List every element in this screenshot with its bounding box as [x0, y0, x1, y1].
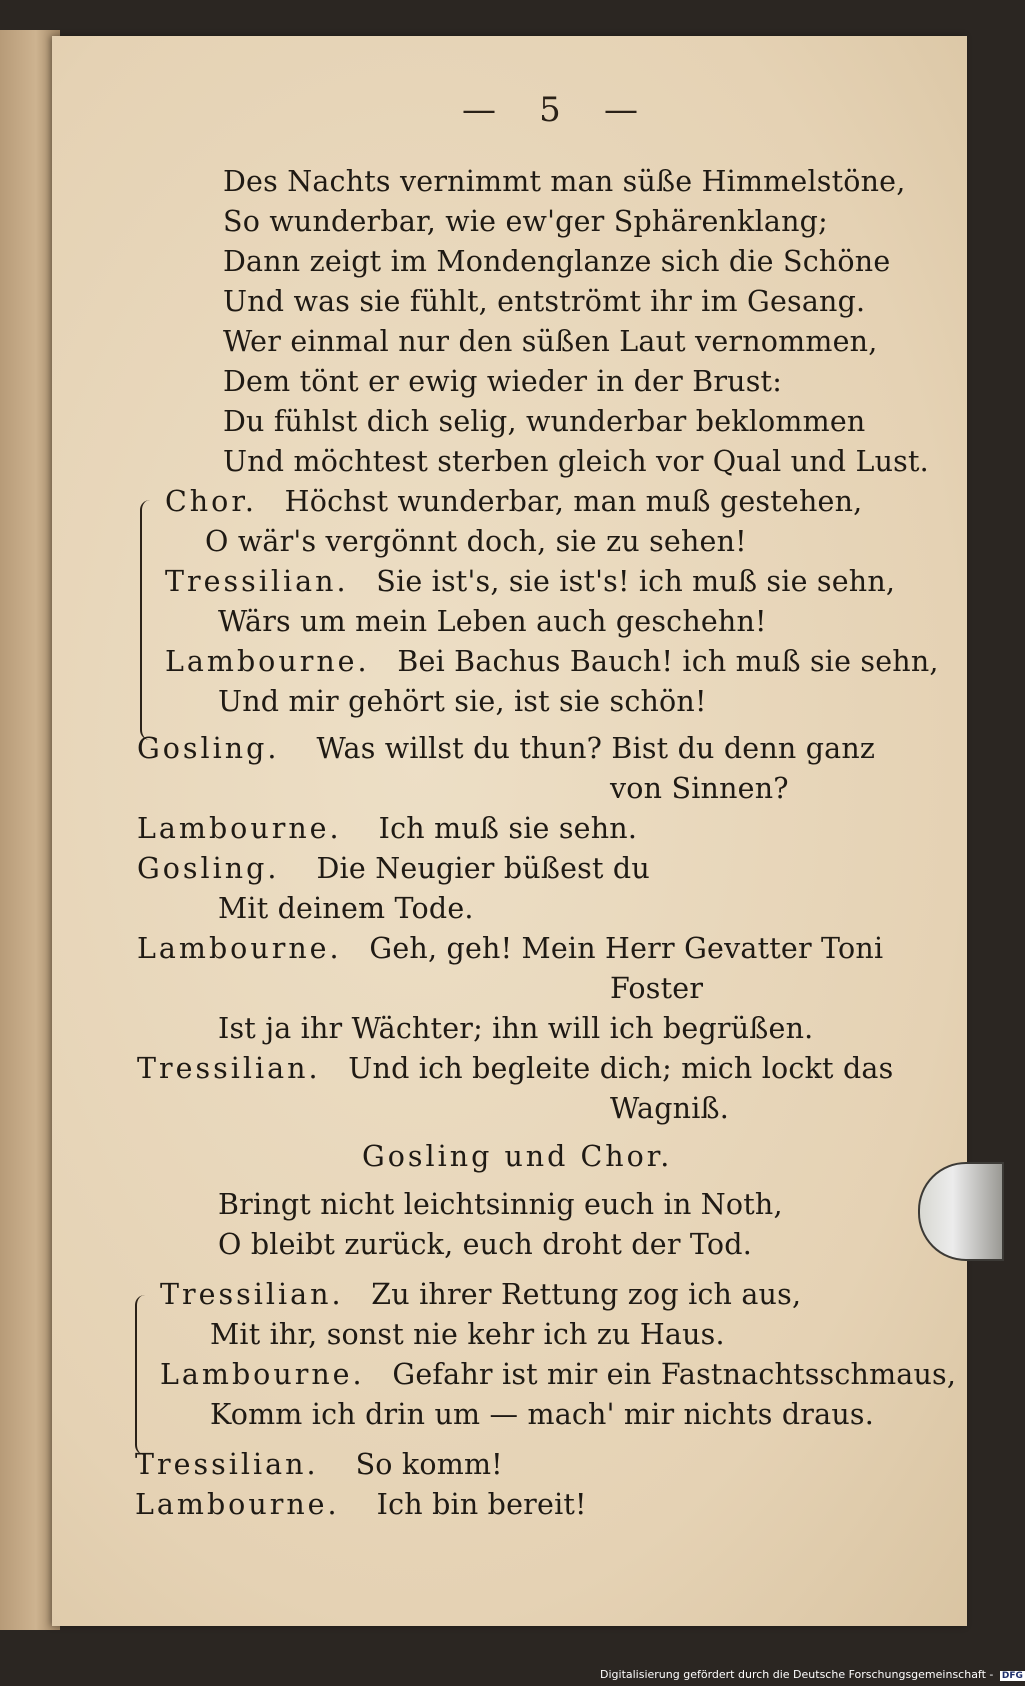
speaker-name: Lambourne.: [137, 812, 342, 845]
dialogue-line: [137, 732, 875, 765]
chorus-line: O bleibt zurück, euch droht der Tod.: [218, 1228, 752, 1261]
dialogue-line: Komm ich drin um — mach' mir nichts draus.: [210, 1398, 874, 1431]
dialogue-line: [137, 932, 883, 965]
page-number-dash-left: —: [461, 90, 496, 130]
page-clip-tab: [918, 1162, 1004, 1261]
speaker-name: Gosling.: [137, 732, 280, 765]
dialogue-line: [137, 812, 637, 845]
dialogue-line: Und mir gehört sie, ist sie schön!: [218, 685, 707, 718]
dialogue-line: [165, 565, 895, 598]
dialogue-line: [137, 1052, 893, 1085]
dialogue-line: Mit ihr, sonst nie kehr ich zu Haus.: [210, 1318, 725, 1351]
section-heading: Gosling und Chor.: [362, 1140, 673, 1173]
footer-credit: [600, 1668, 1023, 1684]
speaker-name: Lambourne.: [160, 1358, 365, 1391]
dialogue-text: Die Neugier büßest du: [316, 852, 650, 885]
speaker-name: Tressilian.: [135, 1448, 319, 1481]
dialogue-text: Höchst wunderbar, man muß gestehen,: [284, 485, 863, 518]
dialogue-text: Und ich begleite dich; mich lockt das: [348, 1052, 894, 1085]
speaker-name: Tressilian.: [137, 1052, 321, 1085]
bracket-brace: [140, 500, 156, 740]
dialogue-line: [135, 1488, 587, 1521]
page-number: [445, 90, 655, 130]
speaker-name: Lambourne.: [135, 1488, 340, 1521]
verse-line: Dann zeigt im Mondenglanze sich die Schöne: [223, 245, 891, 278]
dialogue-text: Gefahr ist mir ein Fastnachtsschmaus,: [392, 1358, 957, 1391]
dialogue-line: [137, 852, 650, 885]
dialogue-line: Ist ja ihr Wächter; ihn will ich begrüßen.: [218, 1012, 814, 1045]
bracket-brace: [135, 1295, 151, 1455]
verse-line: Und möchtest sterben gleich vor Qual und Lust.: [223, 445, 929, 478]
verse-line: Des Nachts vernimmt man süße Himmelstöne,: [223, 165, 906, 198]
dialogue-text: So komm!: [355, 1448, 503, 1481]
dialogue-line: [165, 485, 862, 518]
verse-line: So wunderbar, wie ew'ger Sphärenklang;: [223, 205, 828, 238]
dialogue-text: Ich bin bereit!: [376, 1488, 587, 1521]
verse-line: Dem tönt er ewig wieder in der Brust:: [223, 365, 783, 398]
dialogue-text: Sie ist's, sie ist's! ich muß sie sehn,: [376, 565, 896, 598]
dialogue-line: Foster: [610, 972, 704, 1005]
page-number-value: 5: [539, 90, 561, 130]
dialogue-text: Geh, geh! Mein Herr Gevatter Toni: [369, 932, 884, 965]
verse-line: Und was sie fühlt, entströmt ihr im Gesang.: [223, 285, 866, 318]
footer-text: Digitalisierung gefördert durch die Deutsche Forschungsgemeinschaft -: [600, 1668, 994, 1681]
speaker-name: Tressilian.: [160, 1278, 344, 1311]
dialogue-line: Mit deinem Tode.: [218, 892, 474, 925]
dialogue-line: Wärs um mein Leben auch geschehn!: [218, 605, 767, 638]
chorus-line: Bringt nicht leichtsinnig euch in Noth,: [218, 1188, 783, 1221]
verse-line: Wer einmal nur den süßen Laut vernommen,: [223, 325, 878, 358]
dialogue-line: von Sinnen?: [610, 772, 789, 805]
dialogue-line: [165, 645, 939, 678]
speaker-name: Lambourne.: [165, 645, 370, 678]
dialogue-text: Bei Bachus Bauch! ich muß sie sehn,: [397, 645, 939, 678]
dfg-logo: DFG: [1001, 1671, 1023, 1681]
dialogue-text: Was willst du thun? Bist du denn ganz: [316, 732, 876, 765]
dialogue-text: Zu ihrer Rettung zog ich aus,: [371, 1278, 802, 1311]
dialogue-line: Wagniß.: [610, 1092, 730, 1125]
speaker-name: Lambourne.: [137, 932, 342, 965]
dialogue-line: [135, 1448, 503, 1481]
speaker-name: Tressilian.: [165, 565, 349, 598]
verse-line: Du fühlst dich selig, wunderbar beklommen: [223, 405, 866, 438]
book-left-page-edge: [0, 30, 60, 1630]
speaker-name: Chor.: [165, 485, 257, 518]
page-number-dash-right: —: [604, 90, 639, 130]
dialogue-line: [160, 1278, 801, 1311]
dialogue-line: O wär's vergönnt doch, sie zu sehen!: [205, 525, 747, 558]
speaker-name: Gosling.: [137, 852, 280, 885]
dialogue-text: Ich muß sie sehn.: [378, 812, 638, 845]
dialogue-line: [160, 1358, 956, 1391]
